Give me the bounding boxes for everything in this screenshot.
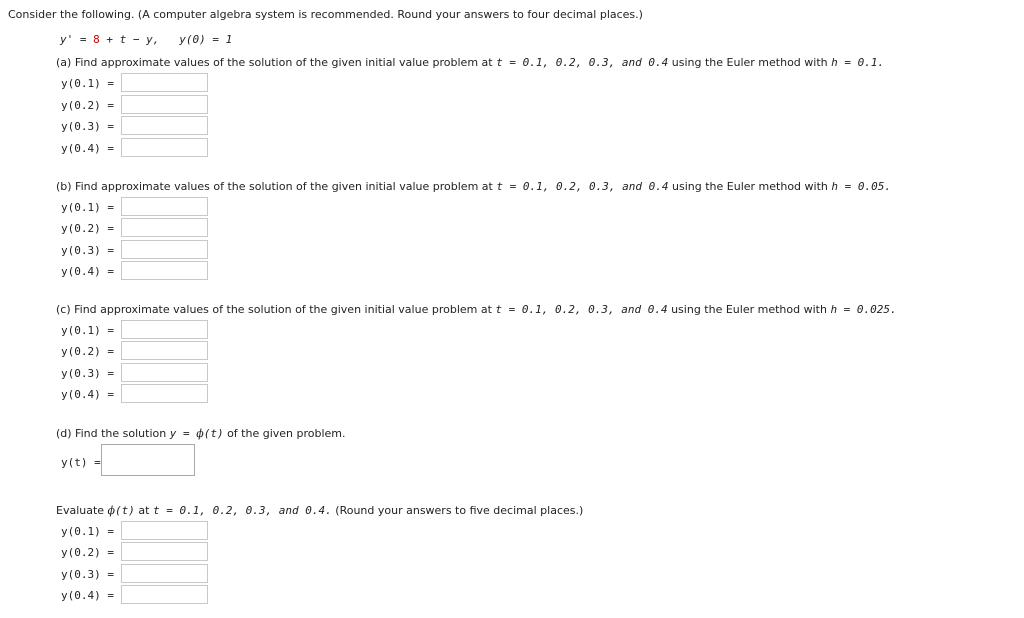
part-c-mid: using the Euler method with [667, 303, 831, 316]
ode-constant: 8 [93, 33, 100, 46]
part-d-prefix: (d) Find the solution [56, 427, 170, 440]
part-c-label-3: y(0.3) = [61, 367, 114, 380]
part-c-label-1: y(0.1) = [61, 324, 114, 337]
part-c-answer-2[interactable] [121, 341, 208, 360]
evaluate-question [56, 504, 583, 517]
part-b-label-2: y(0.2) = [61, 222, 114, 235]
eval-label-1: y(0.1) = [61, 525, 114, 538]
part-c-tvalues: t = 0.1, 0.2, 0.3, and 0.4 [495, 303, 668, 316]
evaluate-prefix: Evaluate [56, 504, 108, 517]
part-b-answer-1[interactable] [121, 197, 208, 216]
part-b-mid: using the Euler method with [668, 180, 832, 193]
part-c-answer-1[interactable] [121, 320, 208, 339]
part-b-label-3: y(0.3) = [61, 244, 114, 257]
part-c-label-4: y(0.4) = [61, 388, 114, 401]
evaluate-tvalues: t = 0.1, 0.2, 0.3, and 0.4. [152, 504, 332, 517]
part-d-suffix: of the given problem. [223, 427, 346, 440]
part-a-question [56, 56, 884, 69]
part-a-answer-1[interactable] [121, 73, 208, 92]
part-d-solution-input[interactable] [101, 444, 195, 476]
part-c-question [56, 303, 897, 316]
part-b-tvalues: t = 0.1, 0.2, 0.3, and 0.4 [496, 180, 669, 193]
ode-rest: + t − y, [99, 33, 160, 46]
part-c-answer-4[interactable] [121, 384, 208, 403]
intro-text: Consider the following. (A computer algebra system is recommended. Round your answers to four decimal places.) [8, 8, 643, 21]
part-a-label-1: y(0.1) = [61, 77, 114, 90]
part-b-h: h = 0.05. [831, 180, 891, 193]
evaluate-note: (Round your answers to five decimal places.) [331, 504, 584, 517]
part-a-answer-4[interactable] [121, 138, 208, 157]
ode-lhs: y' = [60, 33, 94, 46]
part-c-h: h = 0.025. [830, 303, 897, 316]
part-b-prefix: (b) Find approximate values of the solution of the given initial value problem at [56, 180, 497, 193]
part-d-y: y = [169, 427, 197, 440]
initial-condition: y(0) = 1 [179, 33, 233, 46]
part-a-mid: using the Euler method with [668, 56, 832, 69]
part-d-yt-label: y(t) = [61, 456, 101, 469]
part-a-answer-3[interactable] [121, 116, 208, 135]
part-c-answer-3[interactable] [121, 363, 208, 382]
part-c-label-2: y(0.2) = [61, 345, 114, 358]
part-a-tvalues: t = 0.1, 0.2, 0.3, and 0.4 [496, 56, 669, 69]
eval-label-3: y(0.3) = [61, 568, 114, 581]
part-b-answer-2[interactable] [121, 218, 208, 237]
ode-equation [60, 33, 232, 46]
part-b-label-1: y(0.1) = [61, 201, 114, 214]
part-b-answer-4[interactable] [121, 261, 208, 280]
eval-answer-2[interactable] [121, 542, 208, 561]
part-a-prefix: (a) Find approximate values of the solution of the given initial value problem at [56, 56, 497, 69]
eval-label-4: y(0.4) = [61, 589, 114, 602]
part-b-answer-3[interactable] [121, 240, 208, 259]
evaluate-t: (t) [115, 504, 135, 517]
phi-symbol: ϕ [107, 504, 116, 517]
evaluate-at: at [134, 504, 153, 517]
part-b-label-4: y(0.4) = [61, 265, 114, 278]
phi-symbol: ϕ [196, 427, 204, 440]
eval-answer-3[interactable] [121, 564, 208, 583]
part-a-h: h = 0.1. [831, 56, 885, 69]
part-c-prefix: (c) Find approximate values of the solution of the given initial value problem at [56, 303, 496, 316]
eval-answer-1[interactable] [121, 521, 208, 540]
part-d-t: (t) [203, 427, 224, 440]
eval-label-2: y(0.2) = [61, 546, 114, 559]
part-a-label-3: y(0.3) = [61, 120, 114, 133]
part-d-question [56, 427, 346, 440]
eval-answer-4[interactable] [121, 585, 208, 604]
part-b-question [56, 180, 891, 193]
part-a-label-2: y(0.2) = [61, 99, 114, 112]
part-a-label-4: y(0.4) = [61, 142, 114, 155]
part-a-answer-2[interactable] [121, 95, 208, 114]
